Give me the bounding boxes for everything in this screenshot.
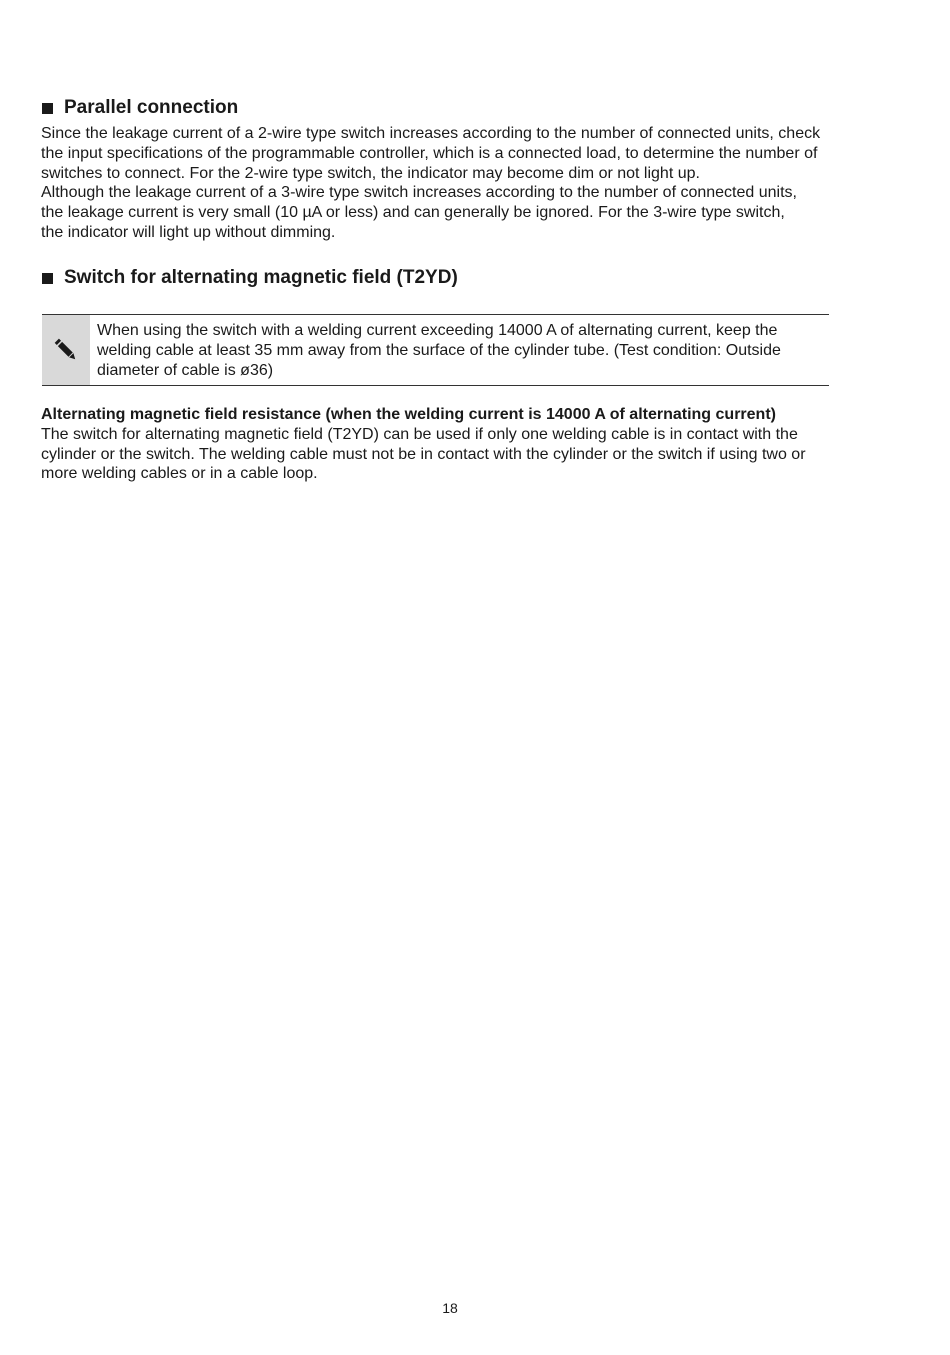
paragraph-line: more welding cables or in a cable loop.: [41, 465, 318, 483]
section-heading-alternating-field-switch: [42, 267, 458, 289]
square-bullet-icon: [42, 273, 53, 284]
note-line: diameter of cable is ø36): [97, 361, 274, 379]
section-title: Switch for alternating magnetic field (T2YD): [64, 267, 458, 288]
section-title: Parallel connection: [64, 97, 239, 118]
paragraph-line: the leakage current is very small (10 µA or less) and can generally be ignored. For the 3-wire type switch,: [41, 204, 785, 222]
paragraph-line: Since the leakage current of a 2-wire type switch increases according to the number of connected units, check: [41, 125, 821, 142]
note-line: welding cable at least 35 mm away from the surface of the cylinder tube. (Test condition: Outside: [97, 341, 781, 359]
parallel-connection-paragraph: [41, 124, 871, 243]
square-bullet-icon: [42, 103, 53, 114]
paragraph-line: cylinder or the switch. The welding cable must not be in contact with the cylinder or the switch if using two or: [41, 445, 806, 463]
paragraph-line: the input specifications of the programmable controller, which is a connected load, to determine the number of: [41, 144, 818, 162]
section-heading-parallel-connection: [42, 97, 238, 119]
note-text: [97, 321, 827, 380]
paragraph-line: The switch for alternating magnetic field (T2YD) can be used if only one welding cable is in contact with the: [41, 425, 798, 443]
paragraph-line: switches to connect. For the 2-wire type switch, the indicator may become dim or not light up.: [41, 164, 700, 182]
paragraph-line: Although the leakage current of a 3-wire type switch increases according to the number of connected units,: [41, 184, 797, 202]
alternating-field-paragraph: [41, 405, 871, 484]
paragraph-subheading: Alternating magnetic field resistance (when the welding current is 14000 A of alternating current): [41, 406, 776, 423]
page-number: 18: [442, 1300, 458, 1316]
note-box: [42, 314, 829, 386]
paragraph-line: the indicator will light up without dimming.: [41, 223, 336, 241]
note-icon-cell: [42, 315, 90, 385]
note-line: When using the switch with a welding current exceeding 14000 A of alternating current, keep the: [97, 322, 778, 339]
pencil-icon: [51, 335, 81, 365]
